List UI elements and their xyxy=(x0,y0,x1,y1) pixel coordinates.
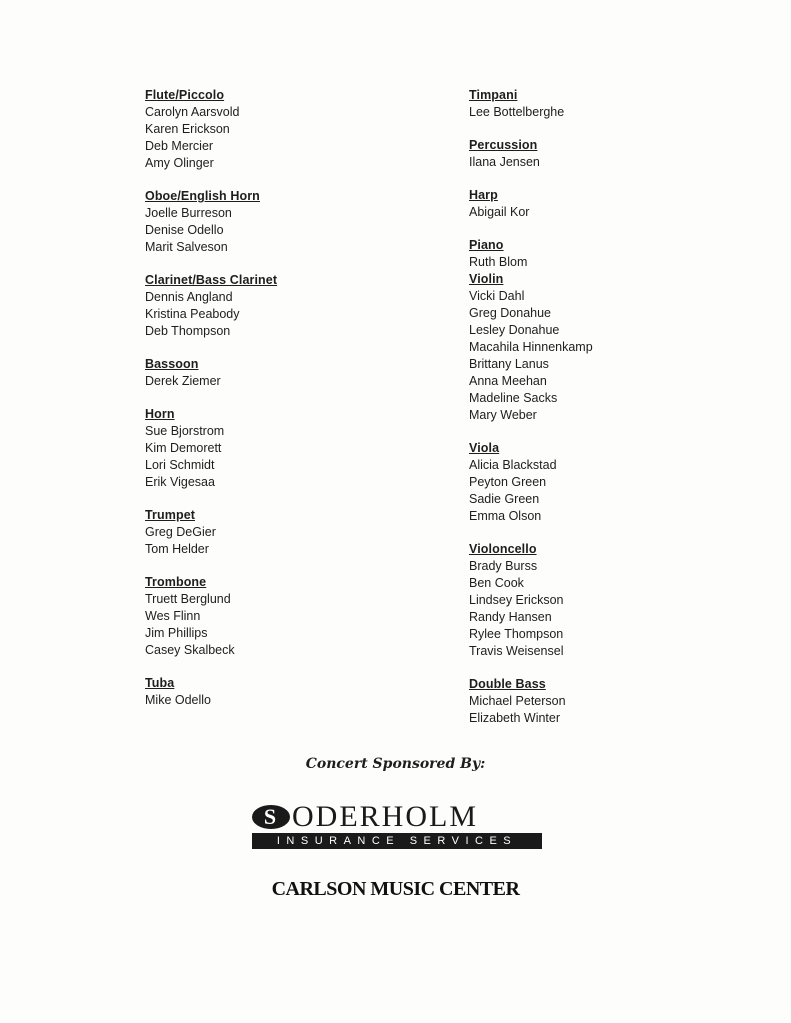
logo-name: ODERHOLM xyxy=(292,800,478,833)
musician-name: Greg Donahue xyxy=(469,306,552,320)
musician-name: Truett Berglund xyxy=(145,592,231,606)
section-heading: Oboe/English Horn xyxy=(145,189,260,203)
musician-name: Abigail Kor xyxy=(469,205,530,219)
right-column xyxy=(469,87,769,743)
section-heading: Horn xyxy=(145,407,175,421)
left-column xyxy=(145,87,445,725)
musician-name: Travis Weisensel xyxy=(469,644,564,658)
musician-name: Lesley Donahue xyxy=(469,323,560,337)
section-heading: Violoncello xyxy=(469,542,537,556)
musician-name: Joelle Burreson xyxy=(145,206,232,220)
roster-section xyxy=(145,406,445,491)
musician-name: Amy Olinger xyxy=(145,156,214,170)
section-heading: Double Bass xyxy=(469,677,546,691)
section-heading: Timpani xyxy=(469,88,518,102)
musician-name: Dennis Angland xyxy=(145,290,233,304)
musician-name: Lindsey Erickson xyxy=(469,593,564,607)
roster-section xyxy=(145,356,445,390)
musician-name: Michael Peterson xyxy=(469,694,566,708)
musician-name: Greg DeGier xyxy=(145,525,216,539)
section-heading: Piano xyxy=(469,238,504,252)
musician-name: Wes Flinn xyxy=(145,609,201,623)
section-heading: Harp xyxy=(469,188,498,202)
section-heading: Violin xyxy=(469,272,504,286)
roster-section xyxy=(469,137,769,171)
musician-name: Deb Thompson xyxy=(145,324,231,338)
roster-section xyxy=(145,87,445,172)
musician-name: Kristina Peabody xyxy=(145,307,240,321)
musician-name: Vicki Dahl xyxy=(469,289,525,303)
musician-name: Lee Bottelberghe xyxy=(469,105,565,119)
musician-name: Denise Odello xyxy=(145,223,224,237)
section-heading: Flute/Piccolo xyxy=(145,88,225,102)
section-heading: Bassoon xyxy=(145,357,199,371)
musician-name: Mary Weber xyxy=(469,408,537,422)
musician-name: Sadie Green xyxy=(469,492,540,506)
musician-name: Deb Mercier xyxy=(145,139,214,153)
musician-name: Peyton Green xyxy=(469,475,547,489)
musician-name: Ruth Blom xyxy=(469,255,528,269)
carlson-music-center: CARLSON MUSIC CENTER xyxy=(271,878,520,900)
musician-name: Ilana Jensen xyxy=(469,155,540,169)
musician-name: Kim Demorett xyxy=(145,441,222,455)
roster-section xyxy=(145,574,445,659)
musician-name: Rylee Thompson xyxy=(469,627,564,641)
section-heading: Trombone xyxy=(145,575,207,589)
musician-name: Carolyn Aarsvold xyxy=(145,105,240,119)
musician-name: Alicia Blackstad xyxy=(469,458,557,472)
soderholm-logo xyxy=(252,800,542,849)
roster-section xyxy=(469,237,769,271)
musician-name: Macahila Hinnenkamp xyxy=(469,340,593,354)
roster-section xyxy=(145,675,445,709)
section-heading: Trumpet xyxy=(145,508,196,522)
musician-name: Erik Vigesaa xyxy=(145,475,215,489)
musician-name: Madeline Sacks xyxy=(469,391,558,405)
logo-initial: S xyxy=(252,805,290,829)
roster-section xyxy=(469,676,769,727)
musician-name: Ben Cook xyxy=(469,576,524,590)
musician-name: Mike Odello xyxy=(145,693,211,707)
section-heading: Clarinet/Bass Clarinet xyxy=(145,273,278,287)
roster-section xyxy=(145,507,445,558)
musician-name: Lori Schmidt xyxy=(145,458,215,472)
musician-name: Karen Erickson xyxy=(145,122,230,136)
roster-section xyxy=(145,188,445,256)
roster-section xyxy=(469,271,769,424)
roster-section xyxy=(145,272,445,340)
musician-name: Randy Hansen xyxy=(469,610,552,624)
musician-name: Sue Bjorstrom xyxy=(145,424,225,438)
musician-name: Casey Skalbeck xyxy=(145,643,235,657)
musician-name: Anna Meehan xyxy=(469,374,547,388)
musician-name: Jim Phillips xyxy=(145,626,208,640)
section-heading: Viola xyxy=(469,441,500,455)
musician-name: Tom Helder xyxy=(145,542,209,556)
roster-section xyxy=(469,440,769,525)
section-heading: Tuba xyxy=(145,676,175,690)
roster-section xyxy=(469,541,769,660)
logo-subline: INSURANCE SERVICES xyxy=(252,833,542,849)
musician-name: Emma Olson xyxy=(469,509,542,523)
roster-section xyxy=(469,87,769,121)
musician-name: Brittany Lanus xyxy=(469,357,549,371)
section-heading: Percussion xyxy=(469,138,538,152)
musician-name: Marit Salveson xyxy=(145,240,228,254)
musician-name: Brady Burss xyxy=(469,559,538,573)
roster-section xyxy=(469,187,769,221)
musician-name: Elizabeth Winter xyxy=(469,711,561,725)
sponsor-heading: Concert Sponsored By: xyxy=(305,756,486,772)
musician-name: Derek Ziemer xyxy=(145,374,221,388)
